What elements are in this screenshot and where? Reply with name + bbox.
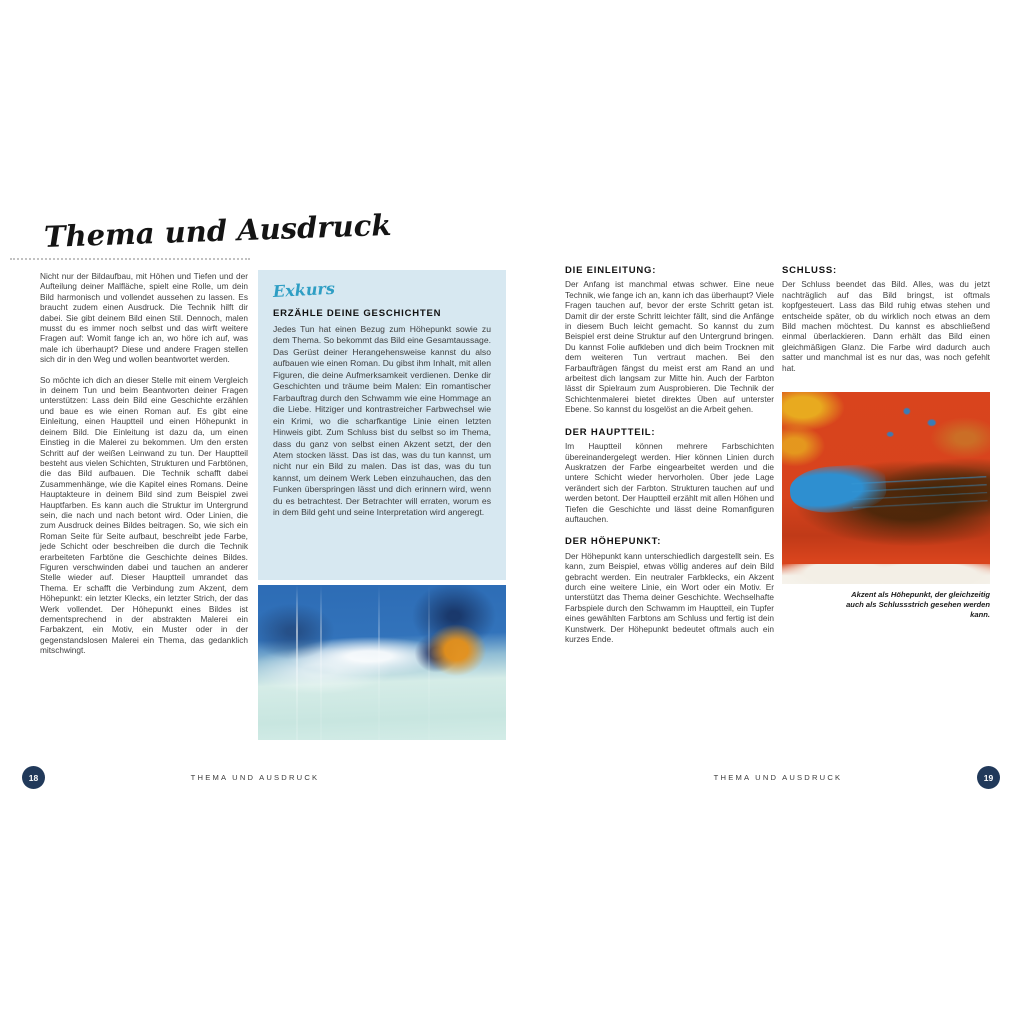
running-footer-left: THEMA UND AUSDRUCK <box>190 773 320 782</box>
white-paint-edge <box>782 564 990 584</box>
blue-paint-streaks <box>851 468 988 515</box>
paint-scratch-line <box>320 585 322 740</box>
section-body-hoehepunkt: Der Höhepunkt kann unterschiedlich dargestellt sein. Es kann, zum Beispiel, etwas völlig anderes auf dein Bild gebracht werden. Ein neutraler Farbklecks, ein Akzent durch eine weitere Linie, ein Wort oder ein Motiv. Er unterstützt das Thema deiner Geschichte. Wechselhafte Farbspiele durch den Schwamm im Hauptteil, ein Tupfer eines gewählten Farbtons am Schluss und fertig ist dein Kunstwerk. Der Höhepunkt bedeutet oftmals auch ein kurzes Ende. <box>565 550 774 644</box>
left-page-text-column <box>40 271 248 666</box>
paint-scratch-line <box>296 585 298 740</box>
section-body-hauptteil: Im Hauptteil können mehrere Farbschichten übereinandergelegt werden. Hier können Linien durch Auskratzen der Farbe eingearbeitet werden und die untere Schicht wieder hervorholen. Über jede Lage verändert sich der Farbton. Strukturen tauchen auf und werden betont. Der Hauptteil erzählt mit allen Höhen und Tiefen die Geschichte und lässt deine Romanfiguren auftauchen. <box>565 441 774 524</box>
section-einleitung <box>565 266 774 415</box>
running-footer-right: THEMA UND AUSDRUCK <box>713 773 843 782</box>
section-heading-schluss: SCHLUSS: <box>782 265 837 276</box>
paint-scratch-line <box>428 585 430 740</box>
intro-paragraph-2: So möchte ich dich an dieser Stelle mit einem Vergleich in deinem Tun und beim Beantworten deiner Fragen unterstützen: Lass dein Bild eine Geschichte erzählen und baue es wie einen Roman auf. Es gibt eine Einleitung, einen Hauptteil und einen Höhepunkt in deinem Bild. Die Einleitung ist dazu da, um einen Einstieg in die Malerei zu bekommen. Um den ersten Schritt auf der weißen Leinwand zu tun. Der Hauptteil besteht aus vielen Schichten, Strukturen und Farbtönen, die das Bild aufbauen. Die Technik schafft dabei Zusammenhänge, wie die Kapitel eines Romans. Deine Hauptakteure in deinem Bild sind zum Beispiel zwei Hauptfarben. Es kann auch die Struktur im Untergrund sein, die nach und nach betont wird. Oder Linien, die zum Ausdruck deines Bildes beitragen. So, wie sich ein Roman Seite für Seite aufbaut, beschreibt jede Farbe, jede Schicht oder beschreiben die durch die Technik erarbeiteten Farbtöne die Geschichte deines Bildes. Figuren verschwinden dabei und tauchen an anderer Stelle wieder auf. Dieser Hauptteil umrandet das Thema. Er schafft die Verbindung zum Akzent, dem Höhepunkt: ein letzter Klecks, ein letzter Strich, der das Werk vollendet. Der Höhepunkt eines Bildes ist dementsprechend in der abstrakten Malerei ein Farbakzent, ein Motiv, ein Muster oder in der gegenstandslosen Malerei ein Thema, das gedanklich mitschwingt. <box>40 374 248 656</box>
intro-paragraph-1: Nicht nur der Bildaufbau, mit Höhen und Tiefen und der Aufteilung deiner Malfläche, spielt eine Rolle, um dein Bild harmonisch und vollendet aussehen zu lassen. Es braucht zudem einen Ausdruck. Die Technik hilft dir dabei. Sie gibt deinem Bild einen Stil. Dennoch, malen musst du es immer noch selbst und das wirft weitere Fragen auf: Womit fange ich an, wo höre ich auf, was male ich überhaupt? Diese und andere Fragen stellen sich dir in den Weg und wollen beantwortet werden. <box>40 271 248 365</box>
exkurs-label: Exkurs <box>272 278 336 301</box>
page-number-right: 19 <box>977 766 1000 789</box>
section-heading-einleitung: DIE EINLEITUNG: <box>565 265 657 276</box>
page-number-left: 18 <box>22 766 45 789</box>
right-page-column-2 <box>782 266 990 386</box>
section-hauptteil <box>565 428 774 525</box>
painting-caption: Akzent als Höhepunkt, der gleichzeitig auch als Schlussstrich gesehen werden kann. <box>846 590 990 619</box>
exkurs-box <box>258 270 506 580</box>
section-body-einleitung: Der Anfang ist manchmal etwas schwer. Eine neue Technik, wie fange ich an, kann ich das überhaupt? Viele Fragen tauchen auf, bevor der erste Schritt getan ist. Damit dir der erste Schritt leichter fällt, sind die Anfänge in diesem Buch leicht gemacht. So kannst du zum Beispiel erst deine Struktur auf den Untergrund bringen. Du kannst Folie aufkleben und dich beim Trocknen mit dem weiteren Tun vertraut machen. Bei den Farbaufträgen fängst du meist erst am Rand an und arbeitest dich langsam zur Mitte hin. Auch der Farbton lässt dir Spielraum zum Ausprobieren. Die Technik der Schichtenmalerei bietet direktes Üben auf unterster Ebene. So kannst du losgelöst an die Arbeit gehen. <box>565 279 774 415</box>
section-heading-hoehepunkt: DER HÖHEPUNKT: <box>565 536 662 548</box>
section-schluss <box>782 266 990 373</box>
exkurs-heading: ERZÄHLE DEINE GESCHICHTEN <box>273 308 442 319</box>
section-body-schluss: Der Schluss beendet das Bild. Alles, was du jetzt nachträglich auf das Bild bringst, ist oftmals kopfgesteuert. Lass das Bild ruhig etwas stehen und entscheide später, ob du wirklich noch etwas an dem Bild machen möchtest. Du kannst es abschließend einmal überlackieren. Dann erhält das Bild einen gleichmäßigen Glanz. Die Farbe wird dadurch auch satter und manchmal ist es nur das, was noch gefehlt hat. <box>782 279 990 373</box>
exkurs-body: Jedes Tun hat einen Bezug zum Höhepunkt sowie zu dem Thema. So bekommt das Bild eine Gesamtaussage. Das Gerüst deiner Herangehensweise kannst du also aufbauen wie einen Roman. Du gibst ihm Inhalt, mit allen Figuren, die deine Aufmerksamkeit verdienen. Denke dir Geschichten und träume beim Malen: Ein romantischer Farbauftrag durch den Schwamm wie eine Hommage an die Liebe. Hitziger und kontrastreicher Farbwechsel wie ein Krimi, wo die scharfkantige Linie einen letzten Hinweis gibt. Zum Schluss bist du selbst so im Thema, dass du ganz von selbst einen Akzent setzt, der den Atem stocken lässt. Das ist das, was du tun kannst, um nicht nur ein Bild zu malen. Das ist das, was du tun kannst, um deinem Werk Leben einzuhauchen, das den Funken überspringen lässt und dich erinnern wird, wenn du es betrachtest. Der Betrachter will erraten, worum es in dem Bild geht und seine Interpretation wird angeregt. <box>273 324 491 518</box>
abstract-painting-blue <box>258 585 506 740</box>
section-heading-hauptteil: DER HAUPTTEIL: <box>565 426 656 438</box>
paint-scratch-line <box>378 585 380 740</box>
abstract-painting-red <box>782 392 990 584</box>
title-dotted-rule <box>10 258 250 260</box>
section-hoehepunkt <box>565 537 774 644</box>
chapter-title: Thema und Ausdruck <box>43 207 392 254</box>
right-page-column-1 <box>565 266 774 657</box>
